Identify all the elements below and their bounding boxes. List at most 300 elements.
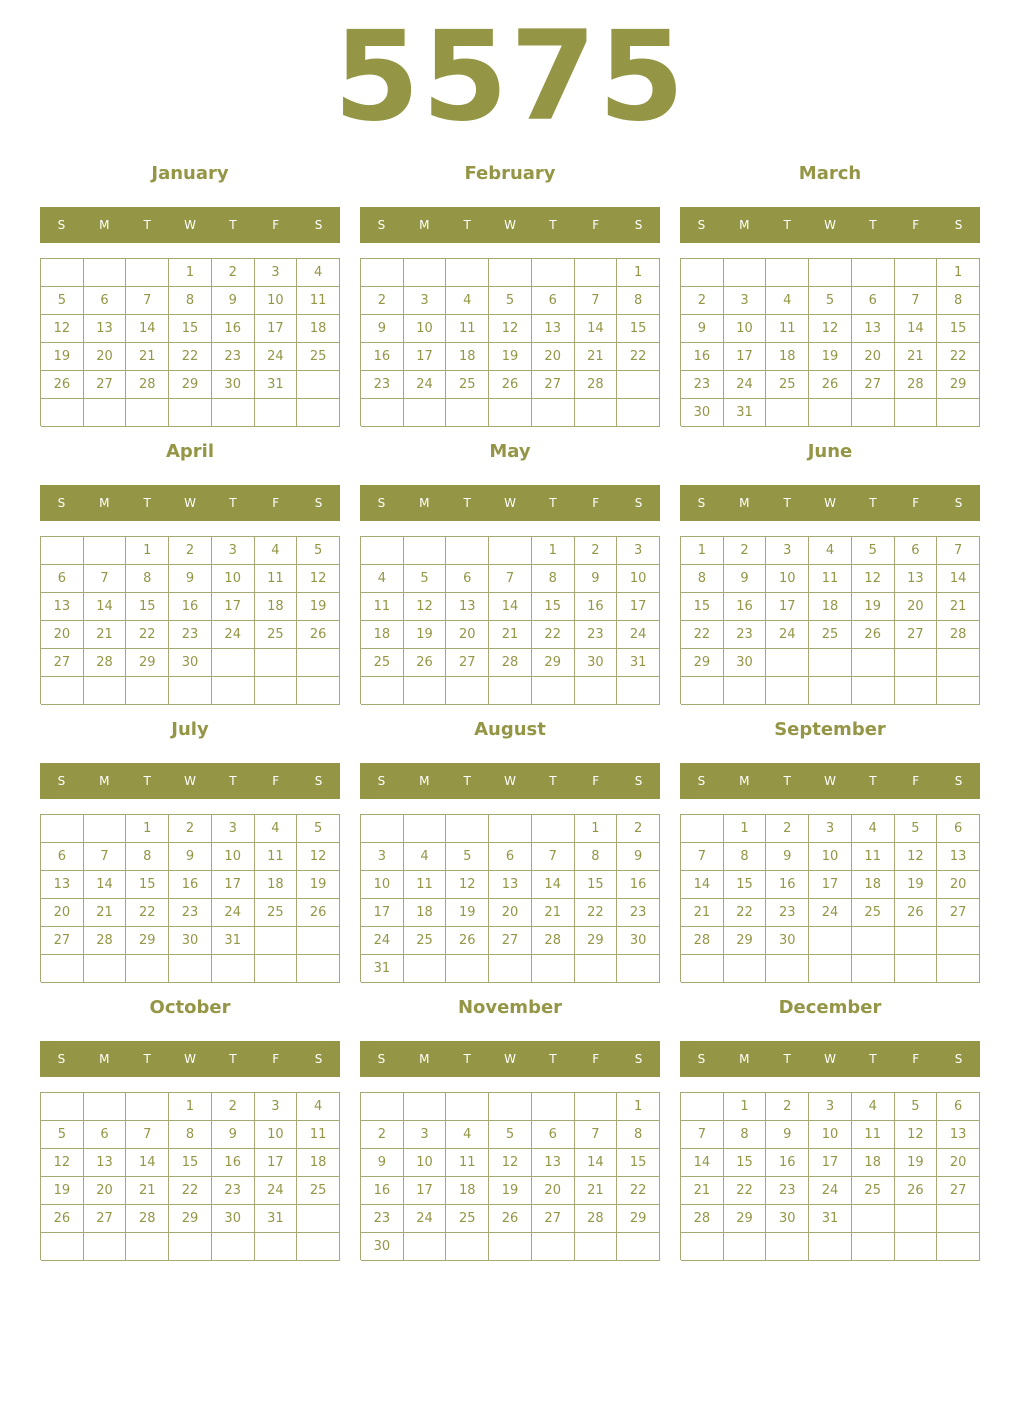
weekday-label: W [184,774,196,788]
day-cell: 24 [212,621,255,649]
day-cell: 3 [255,259,298,287]
weekday-label: T [549,218,557,232]
day-cell: 6 [895,537,938,565]
day-cell: 11 [852,843,895,871]
empty-day-cell [532,1093,575,1121]
empty-day-cell [575,955,618,983]
empty-day-cell [809,259,852,287]
weekday-label: F [912,1052,920,1066]
day-cell: 15 [532,593,575,621]
empty-day-cell [212,677,255,705]
day-cell: 5 [489,287,532,315]
day-cell: 12 [404,593,447,621]
day-cell: 13 [41,593,84,621]
day-cell: 15 [681,593,724,621]
empty-day-cell [852,677,895,705]
day-cell: 26 [404,649,447,677]
day-cell: 24 [809,899,852,927]
day-cell: 23 [766,899,809,927]
day-cell: 12 [489,1149,532,1177]
weekday-label: W [824,1052,836,1066]
day-cell: 9 [766,843,809,871]
day-cell: 10 [724,315,767,343]
day-cell: 4 [297,259,340,287]
empty-day-cell [297,1205,340,1233]
day-cell: 5 [446,843,489,871]
day-cell: 14 [575,315,618,343]
weekday-label: S [314,218,323,232]
day-cell: 10 [212,843,255,871]
weekday-label: F [272,496,280,510]
day-cell: 25 [297,1177,340,1205]
day-cell: 23 [766,1177,809,1205]
days-grid [680,536,980,704]
day-cell: 5 [895,1093,938,1121]
day-cell: 25 [361,649,404,677]
day-cell: 17 [255,1149,298,1177]
day-cell: 1 [617,259,660,287]
day-cell: 27 [532,1205,575,1233]
empty-day-cell [169,677,212,705]
day-cell: 15 [575,871,618,899]
day-cell: 22 [126,899,169,927]
day-cell: 28 [489,649,532,677]
day-cell: 23 [212,1177,255,1205]
day-cell: 18 [852,1149,895,1177]
day-cell: 10 [255,1121,298,1149]
day-cell: 26 [895,899,938,927]
day-cell: 21 [681,899,724,927]
empty-day-cell [617,371,660,399]
day-cell: 23 [169,899,212,927]
day-cell: 20 [41,621,84,649]
day-cell: 1 [126,815,169,843]
day-cell: 31 [724,399,767,427]
day-cell: 17 [809,871,852,899]
empty-day-cell [575,1093,618,1121]
day-cell: 24 [724,371,767,399]
weekday-label: T [463,1052,471,1066]
empty-day-cell [404,1233,447,1261]
weekday-label: M [739,774,750,788]
day-cell: 21 [575,1177,618,1205]
empty-day-cell [297,1233,340,1261]
day-cell: 11 [361,593,404,621]
empty-day-cell [809,955,852,983]
day-cell: 29 [617,1205,660,1233]
month-name: August [474,719,546,740]
day-cell: 20 [532,1177,575,1205]
day-cell: 15 [126,593,169,621]
day-cell: 12 [41,315,84,343]
empty-day-cell [681,955,724,983]
day-cell: 21 [126,1177,169,1205]
day-cell: 29 [169,371,212,399]
empty-day-cell [84,1233,127,1261]
empty-day-cell [255,399,298,427]
day-cell: 11 [297,1121,340,1149]
day-cell: 15 [169,1149,212,1177]
day-cell: 8 [617,287,660,315]
day-cell: 2 [361,1121,404,1149]
day-cell: 25 [446,371,489,399]
empty-day-cell [852,259,895,287]
day-cell: 28 [126,371,169,399]
days-grid [360,258,660,426]
weekday-label: T [783,1052,791,1066]
day-cell: 13 [937,1121,980,1149]
weekday-label: T [783,496,791,510]
day-cell: 5 [41,287,84,315]
empty-day-cell [446,955,489,983]
empty-day-cell [895,955,938,983]
days-grid [680,814,980,982]
day-cell: 14 [681,871,724,899]
day-cell: 21 [937,593,980,621]
day-cell: 31 [255,371,298,399]
day-cell: 5 [852,537,895,565]
day-cell: 25 [255,899,298,927]
empty-day-cell [617,955,660,983]
empty-day-cell [809,927,852,955]
weekday-label: M [99,1052,110,1066]
day-cell: 9 [724,565,767,593]
day-cell: 19 [41,343,84,371]
day-cell: 14 [126,315,169,343]
day-cell: 3 [212,537,255,565]
day-cell: 19 [809,343,852,371]
days-grid [360,814,660,982]
empty-day-cell [297,371,340,399]
day-cell: 16 [766,1149,809,1177]
day-cell: 22 [169,1177,212,1205]
day-cell: 6 [41,565,84,593]
empty-day-cell [681,259,724,287]
day-cell: 6 [84,287,127,315]
day-cell: 3 [212,815,255,843]
day-cell: 21 [126,343,169,371]
day-cell: 26 [41,371,84,399]
day-cell: 10 [255,287,298,315]
day-cell: 1 [937,259,980,287]
weekday-label: T [143,496,151,510]
empty-day-cell [404,815,447,843]
day-cell: 25 [404,927,447,955]
empty-day-cell [212,649,255,677]
day-cell: 25 [852,899,895,927]
day-cell: 5 [297,815,340,843]
day-cell: 28 [84,649,127,677]
empty-day-cell [41,1233,84,1261]
day-cell: 20 [852,343,895,371]
days-grid [360,1092,660,1260]
day-cell: 9 [212,287,255,315]
weekday-label: W [504,1052,516,1066]
day-cell: 2 [724,537,767,565]
day-cell: 24 [255,1177,298,1205]
days-grid [680,258,980,426]
day-cell: 2 [212,1093,255,1121]
weekday-label: S [634,218,643,232]
day-cell: 11 [255,843,298,871]
day-cell: 21 [84,621,127,649]
day-cell: 28 [575,371,618,399]
empty-day-cell [532,677,575,705]
day-cell: 11 [446,315,489,343]
day-cell: 30 [766,1205,809,1233]
weekday-label: F [272,774,280,788]
day-cell: 16 [169,593,212,621]
day-cell: 10 [809,843,852,871]
day-cell: 2 [169,815,212,843]
empty-day-cell [809,1233,852,1261]
day-cell: 16 [766,871,809,899]
empty-day-cell [895,927,938,955]
empty-day-cell [169,1233,212,1261]
day-cell: 7 [681,1121,724,1149]
weekday-label: T [783,218,791,232]
weekday-label: F [592,774,600,788]
weekday-label: F [592,1052,600,1066]
weekday-label: M [99,218,110,232]
day-cell: 16 [724,593,767,621]
empty-day-cell [617,399,660,427]
weekday-header [40,763,340,799]
weekday-label: W [824,496,836,510]
day-cell: 21 [895,343,938,371]
day-cell: 3 [255,1093,298,1121]
empty-day-cell [895,259,938,287]
empty-day-cell [297,399,340,427]
empty-day-cell [617,1233,660,1261]
empty-day-cell [41,537,84,565]
empty-day-cell [404,537,447,565]
day-cell: 3 [766,537,809,565]
empty-day-cell [361,815,404,843]
day-cell: 10 [617,565,660,593]
weekday-label: T [229,774,237,788]
day-cell: 19 [297,871,340,899]
empty-day-cell [446,537,489,565]
empty-day-cell [852,399,895,427]
weekday-label: T [869,218,877,232]
day-cell: 18 [297,1149,340,1177]
day-cell: 4 [852,815,895,843]
day-cell: 22 [724,1177,767,1205]
day-cell: 6 [532,287,575,315]
day-cell: 12 [297,565,340,593]
weekday-label: S [377,1052,386,1066]
day-cell: 16 [681,343,724,371]
day-cell: 7 [895,287,938,315]
empty-day-cell [84,537,127,565]
weekday-label: S [57,496,66,510]
empty-day-cell [212,1233,255,1261]
day-cell: 27 [41,927,84,955]
day-cell: 1 [126,537,169,565]
day-cell: 20 [84,343,127,371]
empty-day-cell [41,815,84,843]
day-cell: 16 [361,343,404,371]
weekday-header [680,1041,980,1077]
weekday-label: W [824,218,836,232]
day-cell: 2 [212,259,255,287]
day-cell: 23 [724,621,767,649]
day-cell: 17 [361,899,404,927]
weekday-label: T [229,496,237,510]
weekday-header [40,207,340,243]
day-cell: 28 [681,1205,724,1233]
day-cell: 28 [575,1205,618,1233]
weekday-header [40,485,340,521]
day-cell: 18 [255,871,298,899]
empty-day-cell [297,927,340,955]
day-cell: 27 [937,1177,980,1205]
day-cell: 11 [404,871,447,899]
weekday-label: M [739,218,750,232]
empty-day-cell [404,259,447,287]
day-cell: 31 [617,649,660,677]
empty-day-cell [255,649,298,677]
empty-day-cell [532,259,575,287]
day-cell: 25 [255,621,298,649]
weekday-label: S [697,218,706,232]
day-cell: 18 [446,343,489,371]
weekday-label: W [504,774,516,788]
day-cell: 17 [724,343,767,371]
day-cell: 6 [41,843,84,871]
empty-day-cell [766,399,809,427]
day-cell: 13 [532,315,575,343]
day-cell: 10 [809,1121,852,1149]
day-cell: 20 [41,899,84,927]
empty-day-cell [724,1233,767,1261]
weekday-label: S [954,496,963,510]
weekday-label: T [143,774,151,788]
day-cell: 31 [361,955,404,983]
weekday-label: W [184,218,196,232]
day-cell: 27 [489,927,532,955]
empty-day-cell [126,955,169,983]
empty-day-cell [84,677,127,705]
weekday-label: M [419,218,430,232]
weekday-label: F [912,218,920,232]
month-name: December [778,997,882,1018]
weekday-label: S [954,774,963,788]
day-cell: 20 [84,1177,127,1205]
day-cell: 24 [809,1177,852,1205]
empty-day-cell [255,1233,298,1261]
day-cell: 8 [126,565,169,593]
empty-day-cell [361,1093,404,1121]
day-cell: 1 [169,259,212,287]
day-cell: 8 [681,565,724,593]
empty-day-cell [895,649,938,677]
day-cell: 6 [489,843,532,871]
day-cell: 16 [212,315,255,343]
weekday-label: S [377,218,386,232]
empty-day-cell [41,399,84,427]
day-cell: 8 [169,1121,212,1149]
day-cell: 7 [575,1121,618,1149]
day-cell: 24 [404,371,447,399]
weekday-label: S [634,1052,643,1066]
day-cell: 11 [446,1149,489,1177]
day-cell: 28 [937,621,980,649]
day-cell: 17 [617,593,660,621]
day-cell: 29 [126,649,169,677]
day-cell: 1 [724,815,767,843]
day-cell: 18 [297,315,340,343]
day-cell: 9 [212,1121,255,1149]
weekday-label: W [824,774,836,788]
empty-day-cell [489,815,532,843]
day-cell: 20 [446,621,489,649]
day-cell: 8 [937,287,980,315]
empty-day-cell [446,1093,489,1121]
day-cell: 22 [617,343,660,371]
day-cell: 3 [361,843,404,871]
weekday-header [360,207,660,243]
day-cell: 20 [532,343,575,371]
day-cell: 5 [809,287,852,315]
day-cell: 27 [84,1205,127,1233]
empty-day-cell [681,1233,724,1261]
weekday-label: F [272,1052,280,1066]
day-cell: 29 [126,927,169,955]
empty-day-cell [126,399,169,427]
day-cell: 2 [575,537,618,565]
day-cell: 14 [575,1149,618,1177]
day-cell: 25 [809,621,852,649]
day-cell: 30 [169,649,212,677]
day-cell: 15 [724,1149,767,1177]
day-cell: 30 [212,1205,255,1233]
day-cell: 24 [255,343,298,371]
empty-day-cell [489,955,532,983]
empty-day-cell [169,399,212,427]
day-cell: 5 [895,815,938,843]
day-cell: 7 [575,287,618,315]
day-cell: 24 [212,899,255,927]
month-name: June [807,441,853,462]
weekday-label: M [739,1052,750,1066]
day-cell: 18 [361,621,404,649]
day-cell: 7 [126,287,169,315]
month-name: April [165,441,215,462]
day-cell: 27 [532,371,575,399]
day-cell: 4 [361,565,404,593]
day-cell: 29 [937,371,980,399]
day-cell: 22 [169,343,212,371]
empty-day-cell [766,955,809,983]
day-cell: 8 [617,1121,660,1149]
weekday-label: M [419,1052,430,1066]
day-cell: 18 [852,871,895,899]
day-cell: 8 [575,843,618,871]
day-cell: 17 [255,315,298,343]
day-cell: 1 [169,1093,212,1121]
month-name: February [464,163,556,184]
day-cell: 4 [852,1093,895,1121]
empty-day-cell [575,677,618,705]
weekday-label: F [272,218,280,232]
day-cell: 14 [895,315,938,343]
empty-day-cell [937,955,980,983]
weekday-label: T [143,1052,151,1066]
days-grid [40,258,340,426]
day-cell: 24 [404,1205,447,1233]
